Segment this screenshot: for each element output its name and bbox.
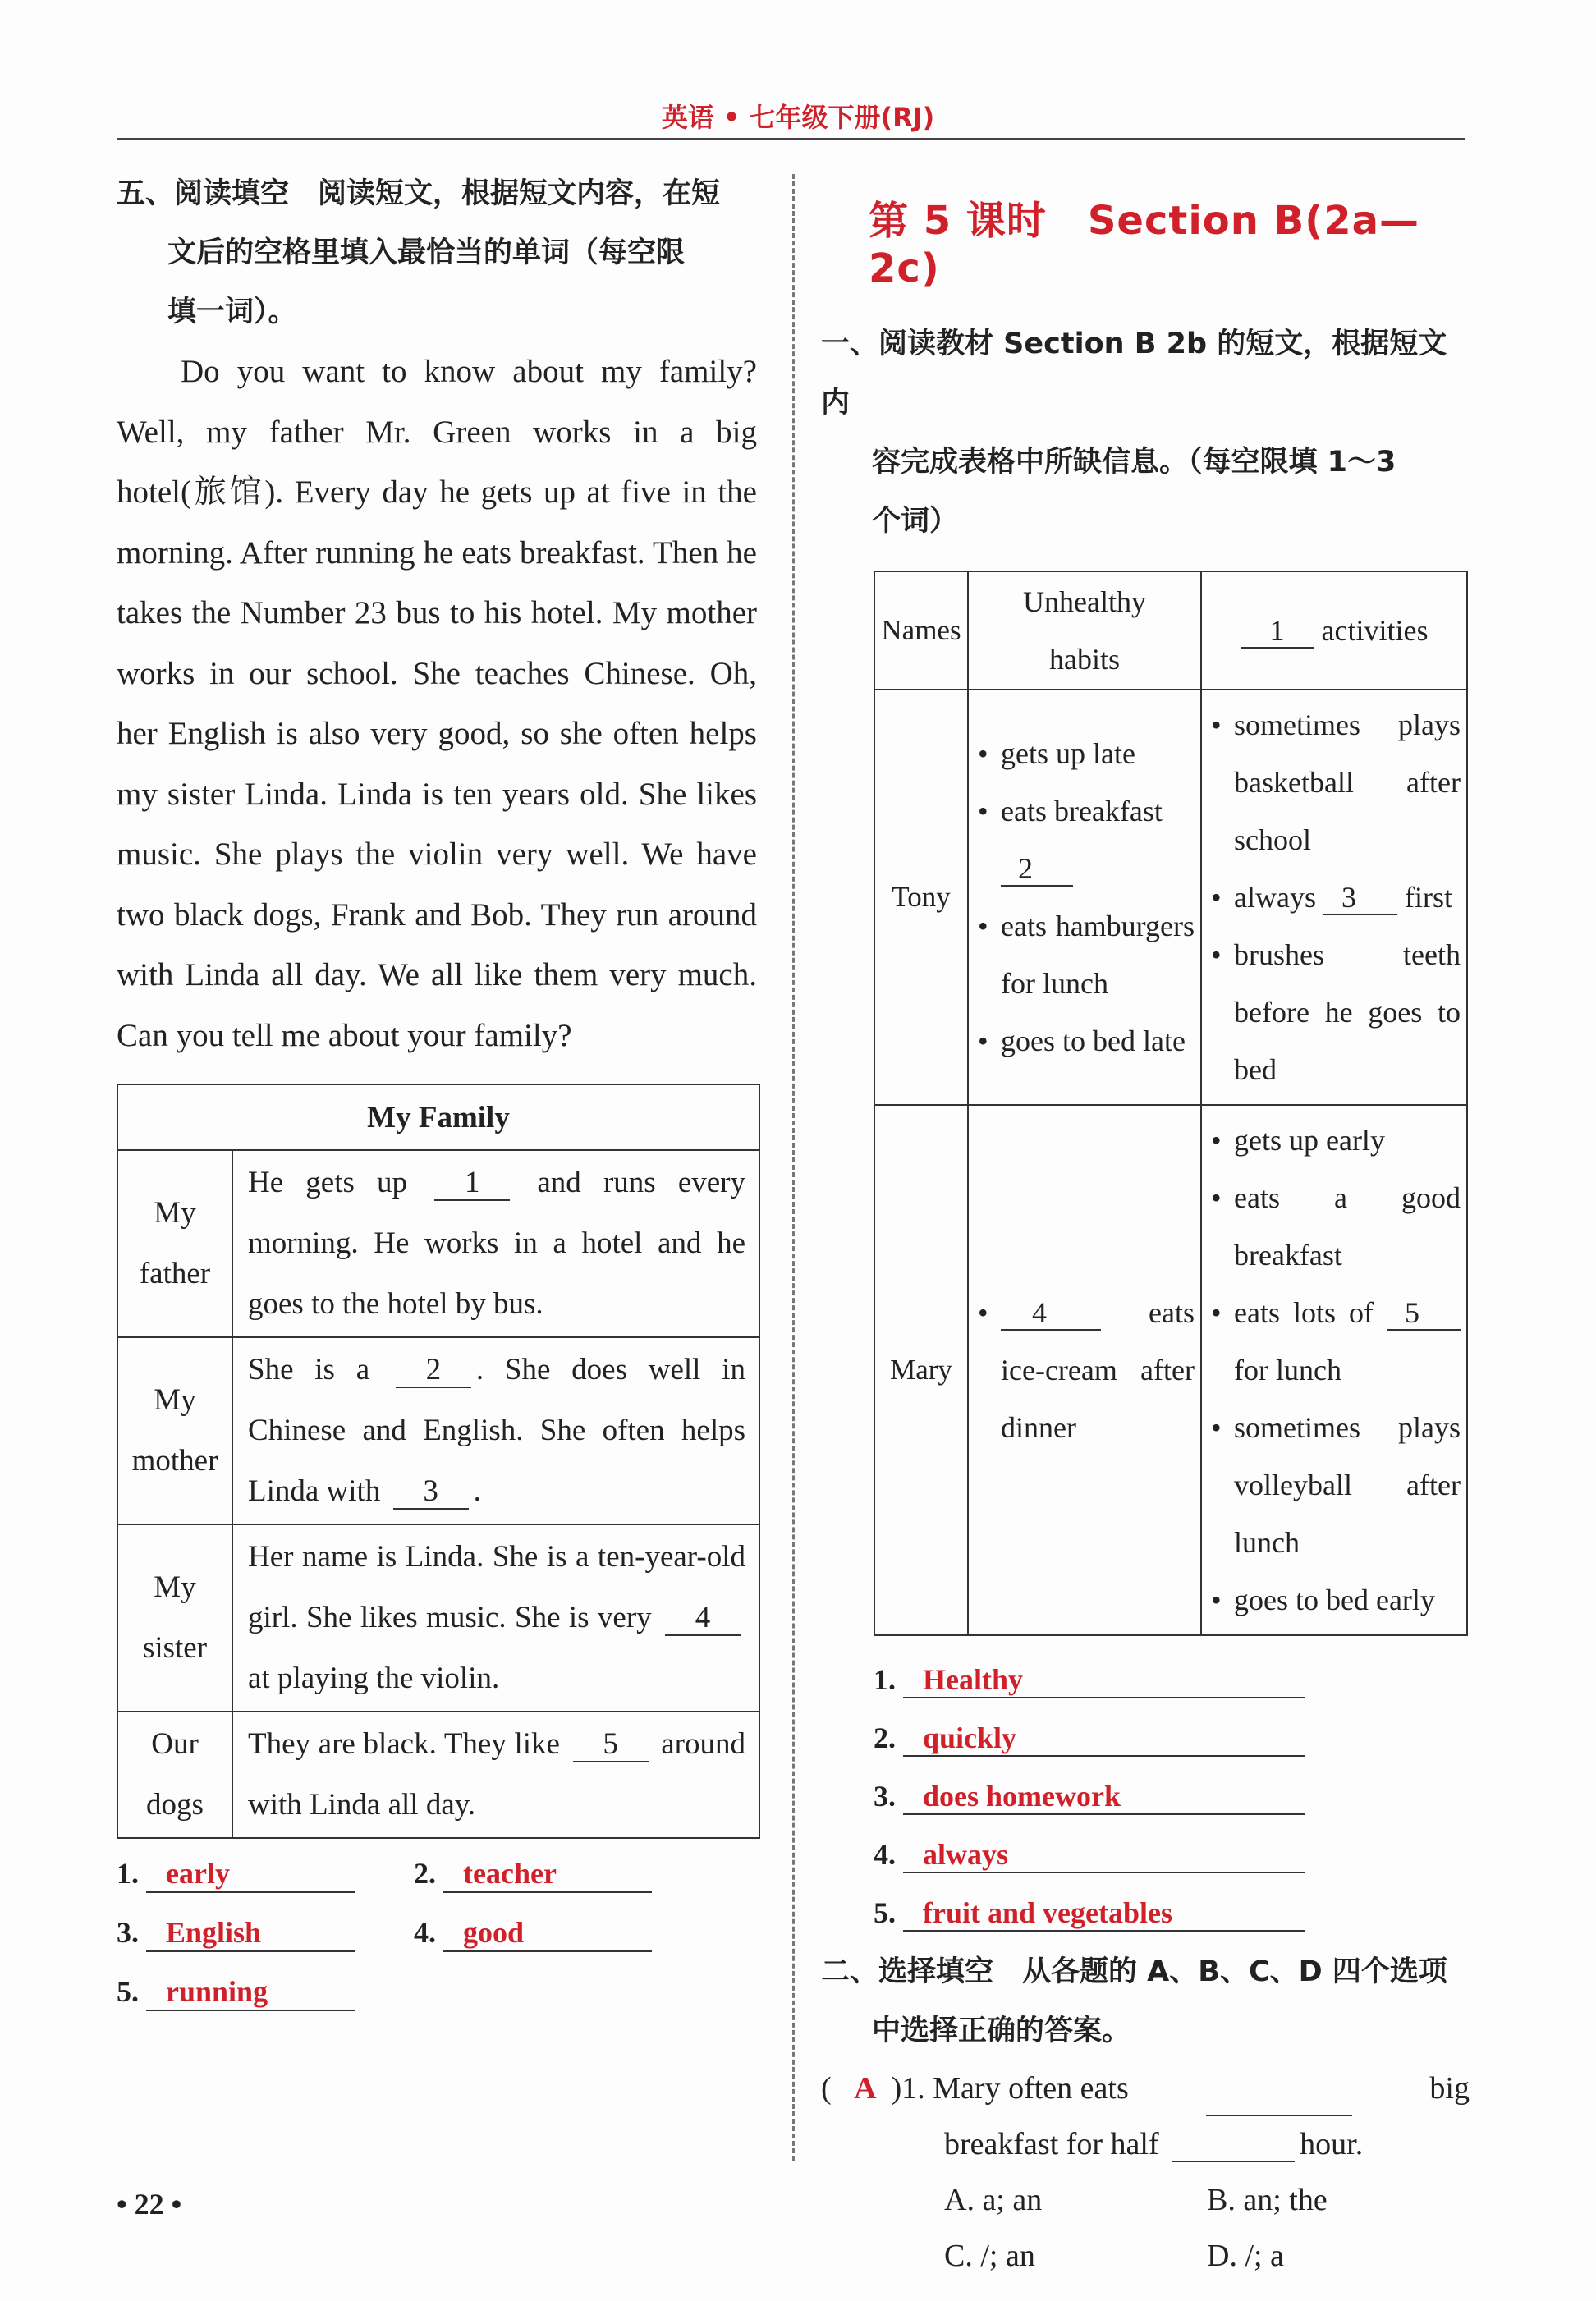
my-family-table (117, 1084, 760, 1839)
blank-1: 1 (434, 1167, 510, 1201)
table-title: My Family (117, 1084, 759, 1150)
header-rule (117, 138, 1465, 140)
heading-line: 填一词）。 (167, 296, 297, 328)
table-row (117, 1337, 759, 1524)
answer-item: 4. always (874, 1826, 1470, 1884)
row-text: Her name is Linda. She is a ten-year-old girl. She likes music. She is very 4 at playing the violin. (232, 1524, 759, 1712)
table-row (117, 1712, 759, 1838)
heading-line: 文后的空格里填入最恰当的单词（每空限 (167, 236, 686, 269)
page-number: • 22 • (117, 2188, 182, 2221)
running-head: 英语 • 七年级下册(RJ) (661, 102, 935, 133)
answer-list (874, 1651, 1470, 1942)
table-row-mary (874, 1105, 1467, 1635)
row-text: They are black. They like 5 around with Linda all day. (232, 1712, 759, 1838)
answer-item: 3. English (117, 1914, 355, 1952)
answer-item: 5. fruit and vegetables (874, 1884, 1470, 1942)
table-header-row (874, 571, 1467, 690)
option-c: C. /; an (944, 2239, 1035, 2273)
part-2-heading: 二、选择填空 从各题的 A、B、C、D 四个选项 中选择正确的答案。 (821, 1955, 1447, 2047)
heading-line: 五、阅读填空 阅读短文，根据短文内容，在短 (117, 177, 721, 210)
table-row-tony (874, 690, 1467, 1105)
column-divider (792, 174, 795, 2161)
row-label: My father (117, 1150, 232, 1337)
tony-activities: • sometimes plays basketball after school • always 3 first • brushes teeth before he goes to bed (1201, 690, 1467, 1105)
question-1: ( A )1. Mary often eats big breakfast for half hour. A. a; an B. an; the C. /; an D. /; a (821, 2060, 1470, 2284)
header-unhealthy: Unhealthy habits (968, 571, 1201, 690)
option-a: A. a; an (944, 2183, 1043, 2217)
row-label: Our dogs (117, 1712, 232, 1838)
answer-item: 3. does homework (874, 1767, 1470, 1826)
question-blank (1206, 2060, 1352, 2116)
answer-item: 4. good (414, 1914, 652, 1952)
habits-table (874, 571, 1468, 1636)
option-b: B. an; the (1207, 2183, 1328, 2217)
answer-item: 1. Healthy (874, 1651, 1470, 1709)
mary-unhealthy: • 4 eats ice-cream after dinner (968, 1105, 1201, 1635)
part-1-heading: 一、阅读教材 Section B 2b 的短文，根据短文内 容完成表格中所缺信息。（每空限填 1～3 个词） (821, 328, 1447, 538)
name-tony: Tony (874, 690, 968, 1105)
row-text: She is a 2 . She does well in Chinese and English. She often helps Linda with 3 . (232, 1337, 759, 1524)
row-label: My mother (117, 1337, 232, 1524)
row-label: My sister (117, 1524, 232, 1712)
answer-grid (117, 1855, 757, 2036)
name-mary: Mary (874, 1105, 968, 1635)
section-5-heading (117, 164, 757, 341)
mary-activities: • gets up early • eats a good breakfast • eats lots of 5 for lunch • sometimes plays volleyball after lunch • goes to bed early (1201, 1105, 1467, 1635)
lesson-title: 第 5 课时 Section B(2a—2c) (869, 198, 1419, 291)
answer-item: 2. quickly (874, 1709, 1470, 1767)
tony-unhealthy: • gets up late • eats breakfast 2 • eats hamburgers for lunch • goes to bed late (968, 690, 1201, 1105)
question-answer: A (854, 2071, 877, 2106)
row-text: He gets up 1 and runs every morning. He works in a hotel and he goes to the hotel by bus. (232, 1150, 759, 1337)
right-column (821, 164, 1470, 2284)
header-activities: 1 activities (1201, 571, 1467, 690)
blank-5: 5 (573, 1728, 649, 1762)
header-names: Names (874, 571, 968, 690)
left-column (117, 164, 757, 2036)
table-row (117, 1524, 759, 1712)
reading-passage: Do you want to know about my family? Well, my father Mr. Green works in a big hotel(旅馆). Every day he gets up at five in the morning. After running he eats breakfast. Then he takes the Number 23 bus to his hotel. My mother works in our school. She teaches Chinese. Oh, her English is also very good, so she often helps my sister Linda. Linda is ten years old. She likes music. She plays the violin very well. We have two black dogs, Frank and Bob. They run around with Linda all day. We all like them very much. Can you tell me about your family? (117, 354, 757, 1053)
table-row (117, 1150, 759, 1337)
question-blank (1172, 2128, 1295, 2162)
answer-item: 2. teacher (414, 1855, 652, 1893)
blank-4: 4 (665, 1602, 741, 1636)
option-d: D. /; a (1207, 2239, 1284, 2273)
blank-2: 2 (396, 1354, 471, 1388)
answer-item: 5. running (117, 1973, 355, 2011)
answer-item: 1. early (117, 1855, 355, 1893)
blank-3: 3 (393, 1475, 469, 1510)
